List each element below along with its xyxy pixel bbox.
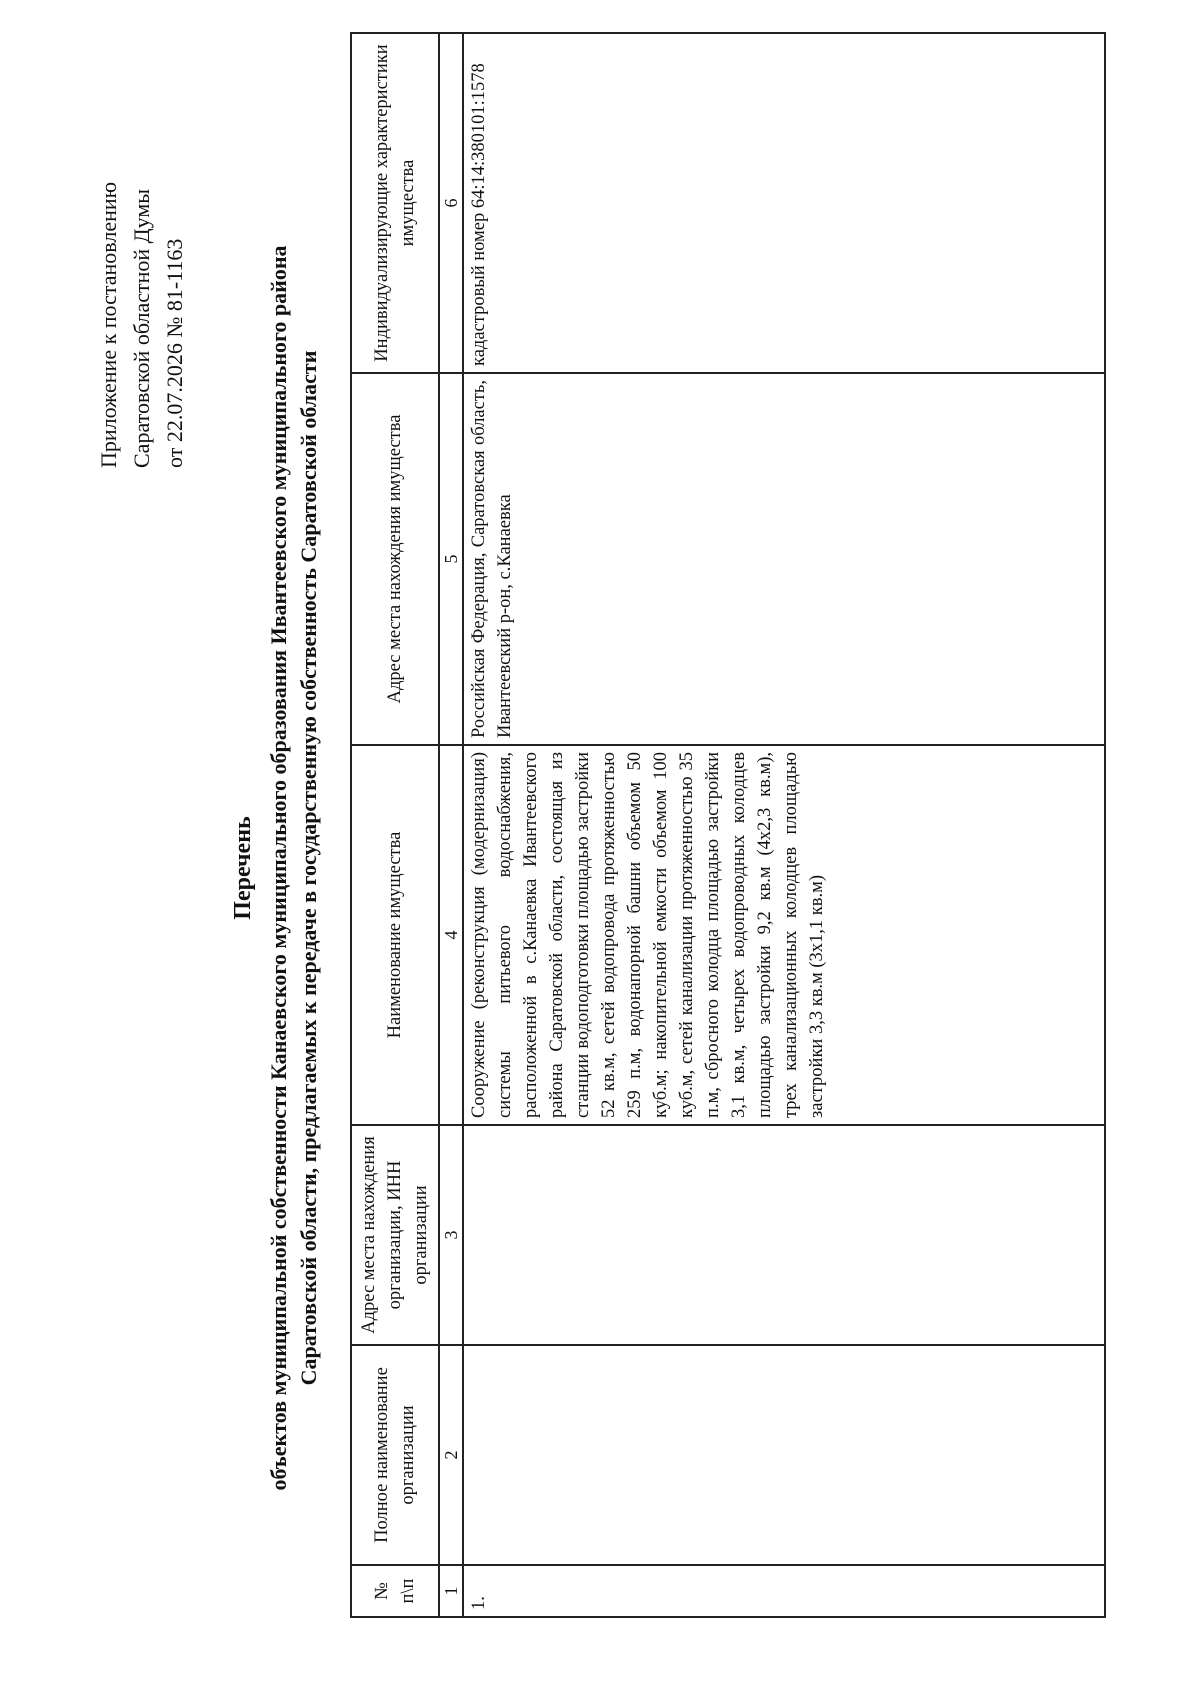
cell-number: 1. xyxy=(463,1565,1105,1617)
column-number: 4 xyxy=(439,745,463,1125)
header-characteristics: Индивидуализирующие характеристики имущества xyxy=(351,33,439,373)
appendix-note xyxy=(92,28,191,468)
table-row xyxy=(463,33,1105,1617)
table-header-row xyxy=(351,33,439,1617)
header-org-address: Адрес места нахождения организации, ИНН организации xyxy=(351,1125,439,1345)
property-table-wrapper xyxy=(350,34,1106,1618)
cell-property-address: Российская Федерация, Саратовская область, Ивантеевский р-он, с.Канаевка xyxy=(463,373,1105,745)
header-org-name: Полное наименование организации xyxy=(351,1345,439,1565)
document-heading xyxy=(228,68,324,1668)
cell-property-name: Сооружение (реконструкция (модернизация) системы питьевого водоснабжения, расположенной в с.Канаевка Ивантеевского района Саратовской области, состоящая из станции водоподготовки площадью застройки 52 кв.м, сетей водопровода протяженностью 259 п.м, водонапорной башни объемом 50 куб.м; накопительной емкости объемом 100 куб.м, сетей канализации протяженностью 35 п.м, сбросного колодца площадью застройки 3,1 кв.м, четырех водопроводных колодцев площадью застройки 9,2 кв.м (4х2,3 кв.м), трех канализационных колодцев площадью застройки 3,3 кв.м (3х1,1 кв.м) xyxy=(463,745,1105,1125)
cell-org-address xyxy=(463,1125,1105,1345)
column-number-row xyxy=(439,33,463,1617)
property-table xyxy=(350,32,1106,1618)
cell-characteristics: кадастровый номер 64:14:380101:1578 xyxy=(463,33,1105,373)
appendix-line-2: Саратовской областной Думы xyxy=(129,188,154,468)
header-property-name: Наименование имущества xyxy=(351,745,439,1125)
header-property-address: Адрес места нахождения имущества xyxy=(351,373,439,745)
header-number: № п\п xyxy=(351,1565,439,1617)
column-number: 5 xyxy=(439,373,463,745)
heading-line-2: Саратовской области, предлагаемых к передаче в государственную собственность Саратовской области xyxy=(296,350,321,1386)
document-title: Перечень xyxy=(230,816,256,920)
appendix-line-3: от 22.07.2026 № 81-1163 xyxy=(162,238,187,468)
appendix-line-1: Приложение к постановлению xyxy=(96,181,121,468)
column-number: 3 xyxy=(439,1125,463,1345)
heading-line-1: объектов муниципальной собственности Канаевского муниципального образования Ивантеевского муниципального района xyxy=(266,245,291,1491)
column-number: 1 xyxy=(439,1565,463,1617)
column-number: 2 xyxy=(439,1345,463,1565)
column-number: 6 xyxy=(439,33,463,373)
cell-org-name xyxy=(463,1345,1105,1565)
